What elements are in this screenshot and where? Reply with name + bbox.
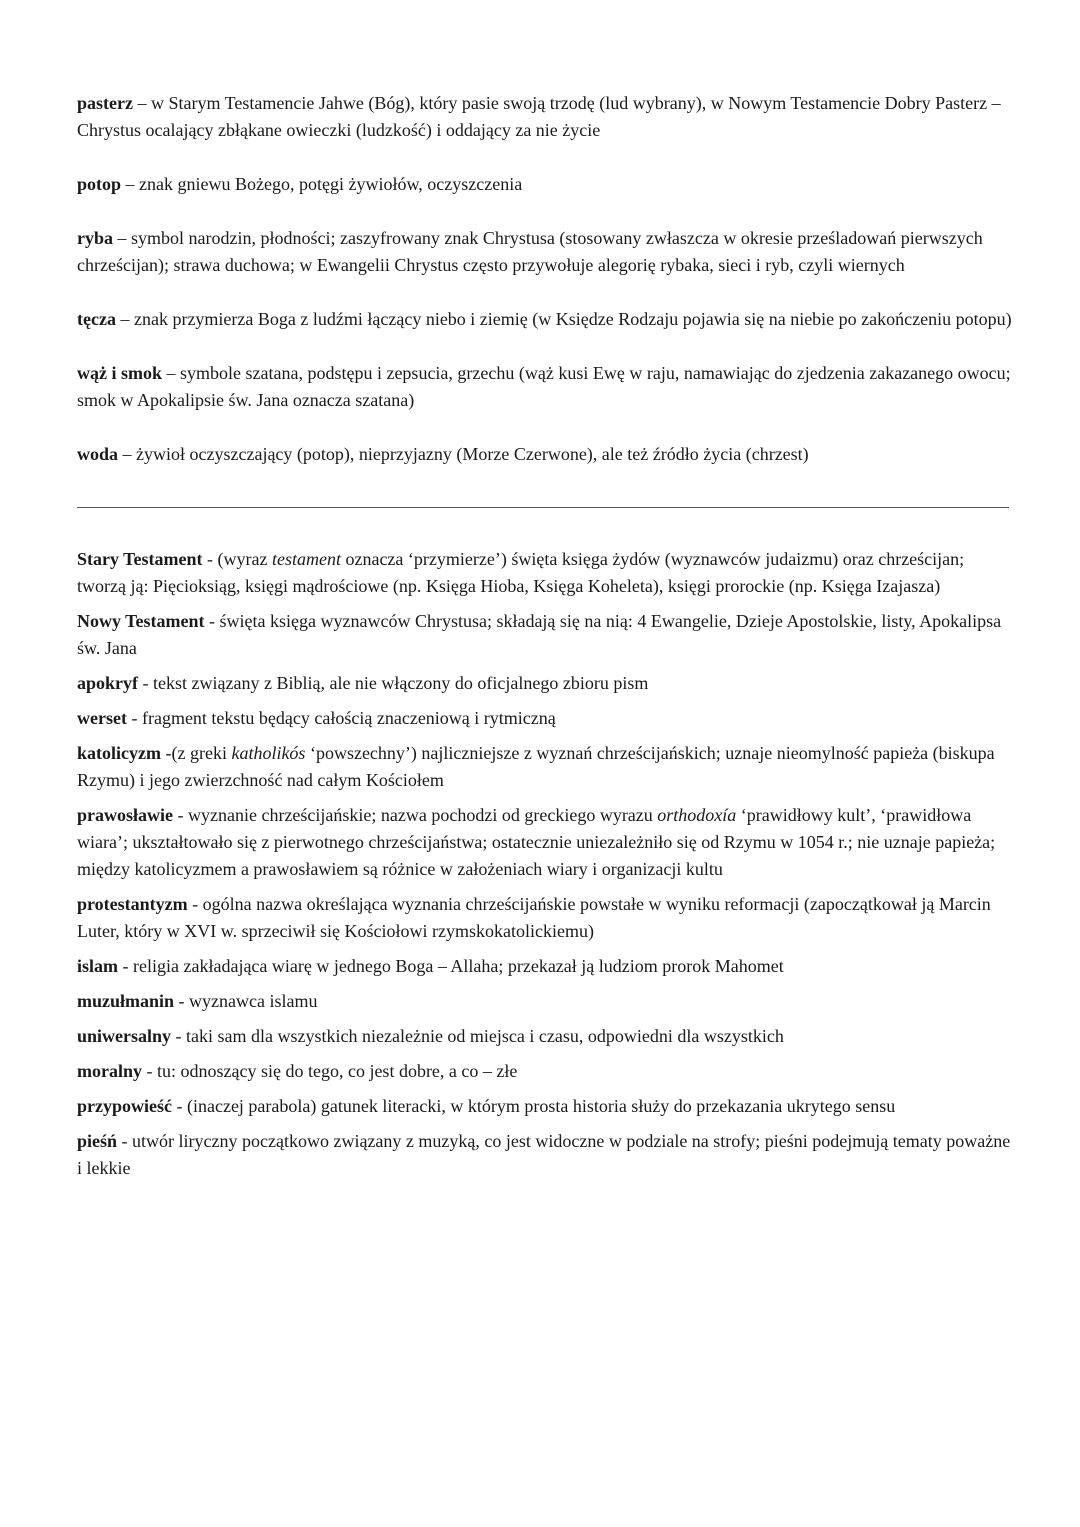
entry-katolicyzm xyxy=(77,740,1017,794)
definition: – w Starym Testamencie Jahwe (Bóg), który pasie swoją trzodę (lud wybrany), w Nowym Testamencie Dobry Pasterz – Chrystus ocalający zbłąkane owieczki (ludzkość) i oddający za nie życie xyxy=(77,93,1001,140)
document-page xyxy=(77,90,1017,1182)
definition: oznacza ‘przymierze’) święta księga żydów (wyznawców judaizmu) oraz chrześcijan; tworzą ją: Pięcioksiąg, księgi mądrościowe (np. Księga Hioba, Księga Koheleta), księgi prorockie (np. Księga Izajasza) xyxy=(77,549,965,596)
definition: - (inaczej parabola) gatunek literacki, w którym prosta historia służy do przekazania ukrytego sensu xyxy=(171,1096,896,1116)
entry-protestantyzm xyxy=(77,891,1017,945)
definition: – symbol narodzin, płodności; zaszyfrowany znak Chrystusa (stosowany zwłaszcza w okresie prześladowań pierwszych chrześcijan); strawa duchowa; w Ewangelii Chrystus często przywołuje alegorię rybaka, sieci i ryb, czyli wiernych xyxy=(77,228,983,275)
definition: - wyznanie chrześcijańskie; nazwa pochodzi od greckiego wyrazu xyxy=(173,805,658,825)
term: tęcza xyxy=(77,309,116,329)
definition: - święta księga wyznawców Chrystusa; składają się na nią: 4 Ewangelie, Dzieje Apostolskie, listy, Apokalipsa św. Jana xyxy=(77,611,1002,658)
term: pasterz xyxy=(77,93,133,113)
entry-ryba xyxy=(77,225,1017,279)
italic-word: katholikós xyxy=(231,743,306,763)
term: islam xyxy=(77,956,119,976)
entry-werset xyxy=(77,705,1017,732)
term: Stary Testament xyxy=(77,549,203,569)
italic-word: orthodoxía xyxy=(657,805,737,825)
glossary-section xyxy=(77,546,1017,1182)
definition: ‘powszechny’) najliczniejsze z wyznań chrześcijańskich; uznaje nieomylność papieża (biskupa Rzymu) i jego zwierzchność nad całym Kościołem xyxy=(77,743,995,790)
term: moralny xyxy=(77,1061,142,1081)
definition: - fragment tekstu będący całością znaczeniową i rytmiczną xyxy=(126,708,556,728)
term: uniwersalny xyxy=(77,1026,172,1046)
entry-apokryf xyxy=(77,670,1017,697)
term: woda xyxy=(77,444,119,464)
entry-stary-testament xyxy=(77,546,1017,600)
section-divider xyxy=(77,507,1009,508)
entry-potop xyxy=(77,171,1017,198)
term: prawosławie xyxy=(77,805,173,825)
definition: - wyznawca islamu xyxy=(174,991,318,1011)
definition: ‘prawidłowy kult’, ‘prawidłowa wiara’; ukształtowało się z pierwotnego chrześcijaństwa; ostatecznie uniezależniło się od Rzymu w 1054 r.; nie uznaje papieża; między katolicyzmem a prawosławiem są różnice w założeniach wiary i organizacji kultu xyxy=(77,805,996,879)
definition: - ogólna nazwa określająca wyznania chrześcijańskie powstałe w wyniku reformacji (zapoczątkował ją Marcin Luter, który w XVI w. sprzeciwił się Kościołowi rzymskokatolickiemu) xyxy=(77,894,991,941)
term: katolicyzm xyxy=(77,743,161,763)
definition: - tekst związany z Biblią, ale nie włączony do oficjalnego zbioru pism xyxy=(138,673,649,693)
definition: -(z greki xyxy=(160,743,232,763)
definition: - tu: odnoszący się do tego, co jest dobre, a co – złe xyxy=(142,1061,518,1081)
definition: - utwór liryczny początkowo związany z muzyką, co jest widoczne w podziale na strofy; pieśni podejmują tematy poważne i lekkie xyxy=(77,1131,1011,1178)
entry-woda xyxy=(77,441,1017,468)
entry-przypowiesc xyxy=(77,1093,1017,1120)
entry-nowy-testament xyxy=(77,608,1017,662)
entry-waz-i-smok xyxy=(77,360,1017,414)
entry-piesn xyxy=(77,1128,1017,1182)
definition: – żywioł oczyszczający (potop), nieprzyjazny (Morze Czerwone), ale też źródło życia (chrzest) xyxy=(118,444,809,464)
entry-islam xyxy=(77,953,1017,980)
term: Nowy Testament xyxy=(77,611,205,631)
entry-pasterz xyxy=(77,90,1017,144)
entry-tecza xyxy=(77,306,1017,333)
term: wąż i smok xyxy=(77,363,162,383)
definition: - taki sam dla wszystkich niezależnie od miejsca i czasu, odpowiedni dla wszystkich xyxy=(171,1026,784,1046)
definition: – symbole szatana, podstępu i zepsucia, grzechu (wąż kusi Ewę w raju, namawiając do zjedzenia zakazanego owocu; smok w Apokalipsie św. Jana oznacza szatana) xyxy=(77,363,1011,410)
term: ryba xyxy=(77,228,113,248)
definition: - (wyraz xyxy=(202,549,272,569)
term: muzułmanin xyxy=(77,991,175,1011)
italic-word: testament xyxy=(271,549,341,569)
entry-moralny xyxy=(77,1058,1017,1085)
term: apokryf xyxy=(77,673,139,693)
symbols-section xyxy=(77,90,1017,468)
term: werset xyxy=(77,708,127,728)
definition: – znak przymierza Boga z ludźmi łączący niebo i ziemię (w Księdze Rodzaju pojawia się na niebie po zakończeniu potopu) xyxy=(115,309,1012,329)
entry-prawoslawie xyxy=(77,802,1017,883)
definition: – znak gniewu Bożego, potęgi żywiołów, oczyszczenia xyxy=(121,174,523,194)
term: potop xyxy=(77,174,122,194)
term: przypowieść xyxy=(77,1096,172,1116)
term: protestantyzm xyxy=(77,894,188,914)
entry-uniwersalny xyxy=(77,1023,1017,1050)
entry-muzulmanin xyxy=(77,988,1017,1015)
term: pieśń xyxy=(77,1131,118,1151)
definition: - religia zakładająca wiarę w jednego Boga – Allaha; przekazał ją ludziom prorok Mahomet xyxy=(118,956,784,976)
